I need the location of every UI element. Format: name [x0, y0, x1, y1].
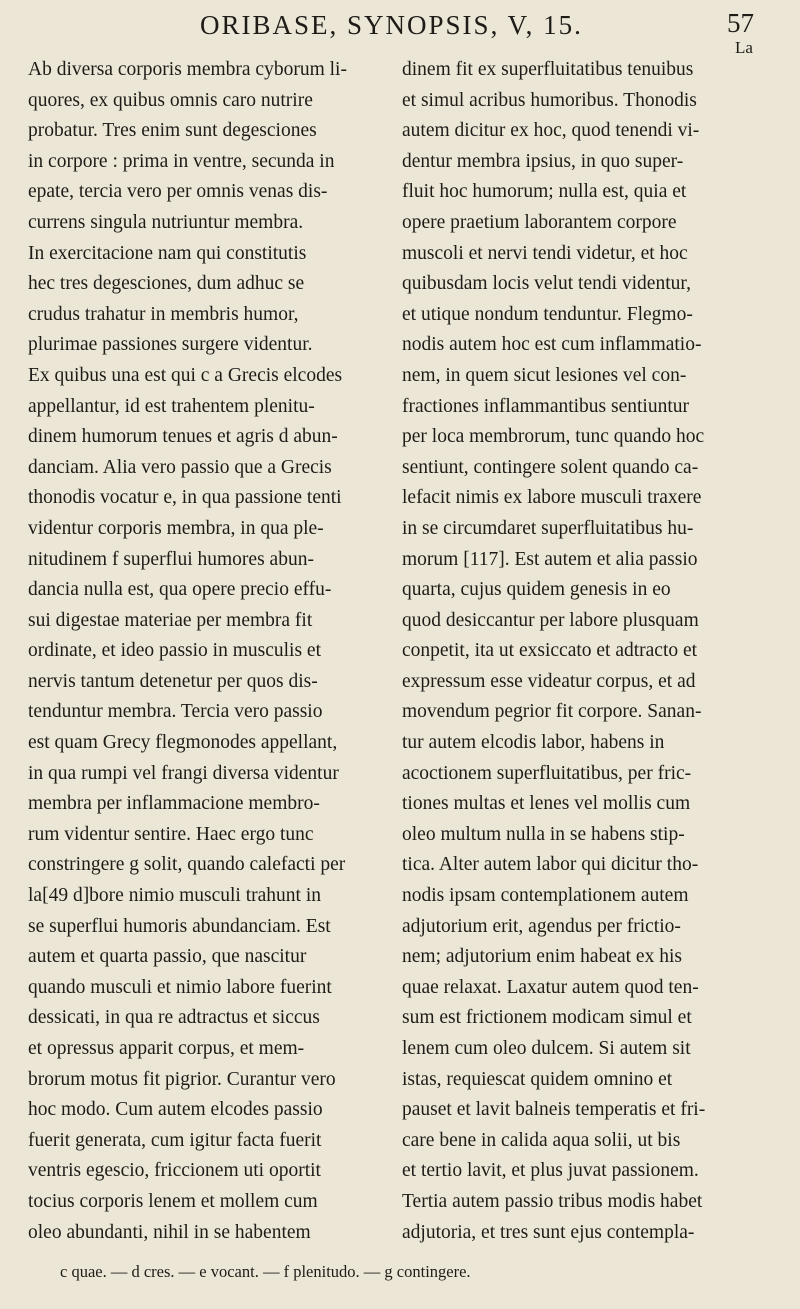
text-line: dessicati, in qua re adtractus et siccus: [28, 1007, 320, 1029]
text-line: tur autem elcodis labor, habens in: [402, 732, 665, 754]
text-line: dentur membra ipsius, in quo super-: [402, 150, 684, 172]
text-line: se superflui humoris abundanciam. Est: [28, 915, 331, 937]
text-line: dinem humorum tenues et agris d abun-: [28, 426, 338, 448]
text-line: oleo multum nulla in se habens stip-: [402, 823, 685, 845]
text-line: fuerit generata, cum igitur facta fuerit: [28, 1129, 322, 1151]
text-line: fractiones inflammantibus sentiuntur: [402, 395, 690, 417]
text-line: brorum motus fit pigrior. Curantur vero: [28, 1068, 336, 1090]
text-line: Tertia autem passio tribus modis habet: [402, 1190, 703, 1212]
text-line: morum [117]. Est autem et alia passio: [402, 548, 698, 570]
text-line: in qua rumpi vel frangi diversa videntur: [28, 762, 339, 784]
text-line: la[49 d]bore nimio musculi trahunt in: [28, 885, 321, 907]
text-line: acoctionem superfluitatibus, per fric-: [402, 762, 692, 784]
text-line: autem et quarta passio, que nascitur: [28, 946, 307, 968]
text-line: plurimae passiones surgere videntur.: [28, 334, 313, 356]
text-line: probatur. Tres enim sunt degesciones: [28, 120, 317, 142]
running-title: ORIBASE, SYNOPSIS, V, 15.: [200, 10, 583, 40]
text-line: in se circumdaret superfluitatibus hu-: [402, 517, 694, 539]
text-line: rum videntur sentire. Haec ergo tunc: [28, 823, 314, 845]
text-line: nitudinem f superflui humores abun-: [28, 548, 314, 570]
text-line: care bene in calida aqua solii, ut bis: [402, 1129, 681, 1151]
text-line: hoc modo. Cum autem elcodes passio: [28, 1099, 323, 1121]
text-line: epate, tercia vero per omnis venas dis-: [28, 181, 328, 203]
text-line: nodis ipsam contemplationem autem: [402, 885, 689, 907]
text-line: ventris egescio, friccionem uti oportit: [28, 1160, 321, 1182]
text-line: nodis autem hoc est cum inflammatio-: [402, 334, 702, 356]
signature-mark: La: [735, 38, 753, 57]
text-line: dancia nulla est, qua opere precio effu-: [28, 579, 332, 601]
footnotes: c quae. — d cres. — e vocant. — f plenitudo. — g contingere.: [60, 1262, 471, 1281]
text-line: autem dicitur ex hoc, quod tenendi vi-: [402, 120, 700, 142]
text-line: lefacit nimis ex labore musculi traxere: [402, 487, 702, 509]
text-line: ordinate, et ideo passio in musculis et: [28, 640, 321, 662]
text-line: sum est frictionem modicam simul et: [402, 1007, 692, 1029]
text-line: adjutoria, et tres sunt ejus contempla-: [402, 1221, 695, 1243]
left-column: [28, 55, 380, 1248]
text-line: In exercitacione nam qui constitutis: [28, 242, 307, 264]
text-line: oleo abundanti, nihil in se habentem: [28, 1221, 311, 1243]
text-line: et tertio lavit, et plus juvat passionem.: [402, 1160, 699, 1182]
text-line: quarta, cujus quidem genesis in eo: [402, 579, 671, 601]
text-line: tiones multas et lenes vel mollis cum: [402, 793, 691, 815]
text-line: nem; adjutorium enim habeat ex his: [402, 946, 682, 968]
text-line: movendum pegrior fit corpore. Sanan-: [402, 701, 702, 723]
text-line: thonodis vocatur e, in qua passione tenti: [28, 487, 342, 509]
text-line: nervis tantum detenetur per quos dis-: [28, 670, 318, 692]
text-line: lenem cum oleo dulcem. Si autem sit: [402, 1038, 691, 1059]
text-line: membra per inflammacione membro-: [28, 793, 320, 815]
text-line: sentiunt, contingere solent quando ca-: [402, 456, 699, 478]
text-line: in corpore : prima in ventre, secunda in: [28, 150, 335, 172]
text-line: hec tres degesciones, dum adhuc se: [28, 273, 305, 295]
right-column: [402, 55, 772, 1248]
text-line: nem, in quem sicut lesiones vel con-: [402, 364, 687, 386]
text-line: opere praetium laborantem corpore: [402, 211, 677, 233]
text-line: quando musculi et nimio labore fuerint: [28, 976, 332, 998]
text-line: expressum esse videatur corpus, et ad: [402, 670, 696, 692]
text-line: currens singula nutriuntur membra.: [28, 211, 304, 233]
text-line: videntur corporis membra, in qua ple-: [28, 517, 324, 539]
text-line: quibusdam locis velut tendi videntur,: [402, 273, 691, 295]
text-line: sui digestae materiae per membra fit: [28, 609, 313, 631]
text-line: crudus trahatur in membris humor,: [28, 303, 299, 325]
page-number: 57: [727, 8, 754, 38]
text-line: tocius corporis lenem et mollem cum: [28, 1190, 318, 1212]
text-line: dinem fit ex superfluitatibus tenuibus: [402, 59, 694, 80]
text-line: et opressus apparit corpus, et mem-: [28, 1038, 305, 1059]
text-line: et simul acribus humoribus. Thonodis: [402, 89, 697, 111]
text-line: constringere g solit, quando calefacti per: [28, 854, 346, 876]
text-line: per loca membrorum, tunc quando hoc: [402, 426, 705, 448]
text-line: est quam Grecy flegmonodes appellant,: [28, 732, 338, 754]
text-line: muscoli et nervi tendi videtur, et hoc: [402, 242, 688, 264]
text-line: tica. Alter autem labor qui dicitur tho-: [402, 854, 699, 876]
text-line: istas, requiescat quidem omnino et: [402, 1068, 673, 1090]
text-line: et utique nondum tenduntur. Flegmo-: [402, 303, 693, 325]
text-line: quores, ex quibus omnis caro nutrire: [28, 89, 313, 111]
text-line: Ex quibus una est qui c a Grecis elcodes: [28, 364, 343, 386]
text-line: pauset et lavit balneis temperatis et fri-: [402, 1099, 706, 1121]
text-line: adjutorium erit, agendus per frictio-: [402, 915, 681, 937]
text-line: Ab diversa corporis membra cyborum li-: [28, 59, 347, 80]
text-line: tenduntur membra. Tercia vero passio: [28, 701, 323, 723]
text-line: appellantur, id est trahentem plenitu-: [28, 395, 315, 417]
text-line: danciam. Alia vero passio que a Grecis: [28, 456, 332, 478]
text-line: quae relaxat. Laxatur autem quod ten-: [402, 976, 699, 998]
text-line: conpetit, ita ut exsiccato et adtracto et: [402, 640, 698, 662]
text-line: quod desiccantur per labore plusquam: [402, 609, 699, 631]
text-line: fluit hoc humorum; nulla est, quia et: [402, 181, 687, 203]
